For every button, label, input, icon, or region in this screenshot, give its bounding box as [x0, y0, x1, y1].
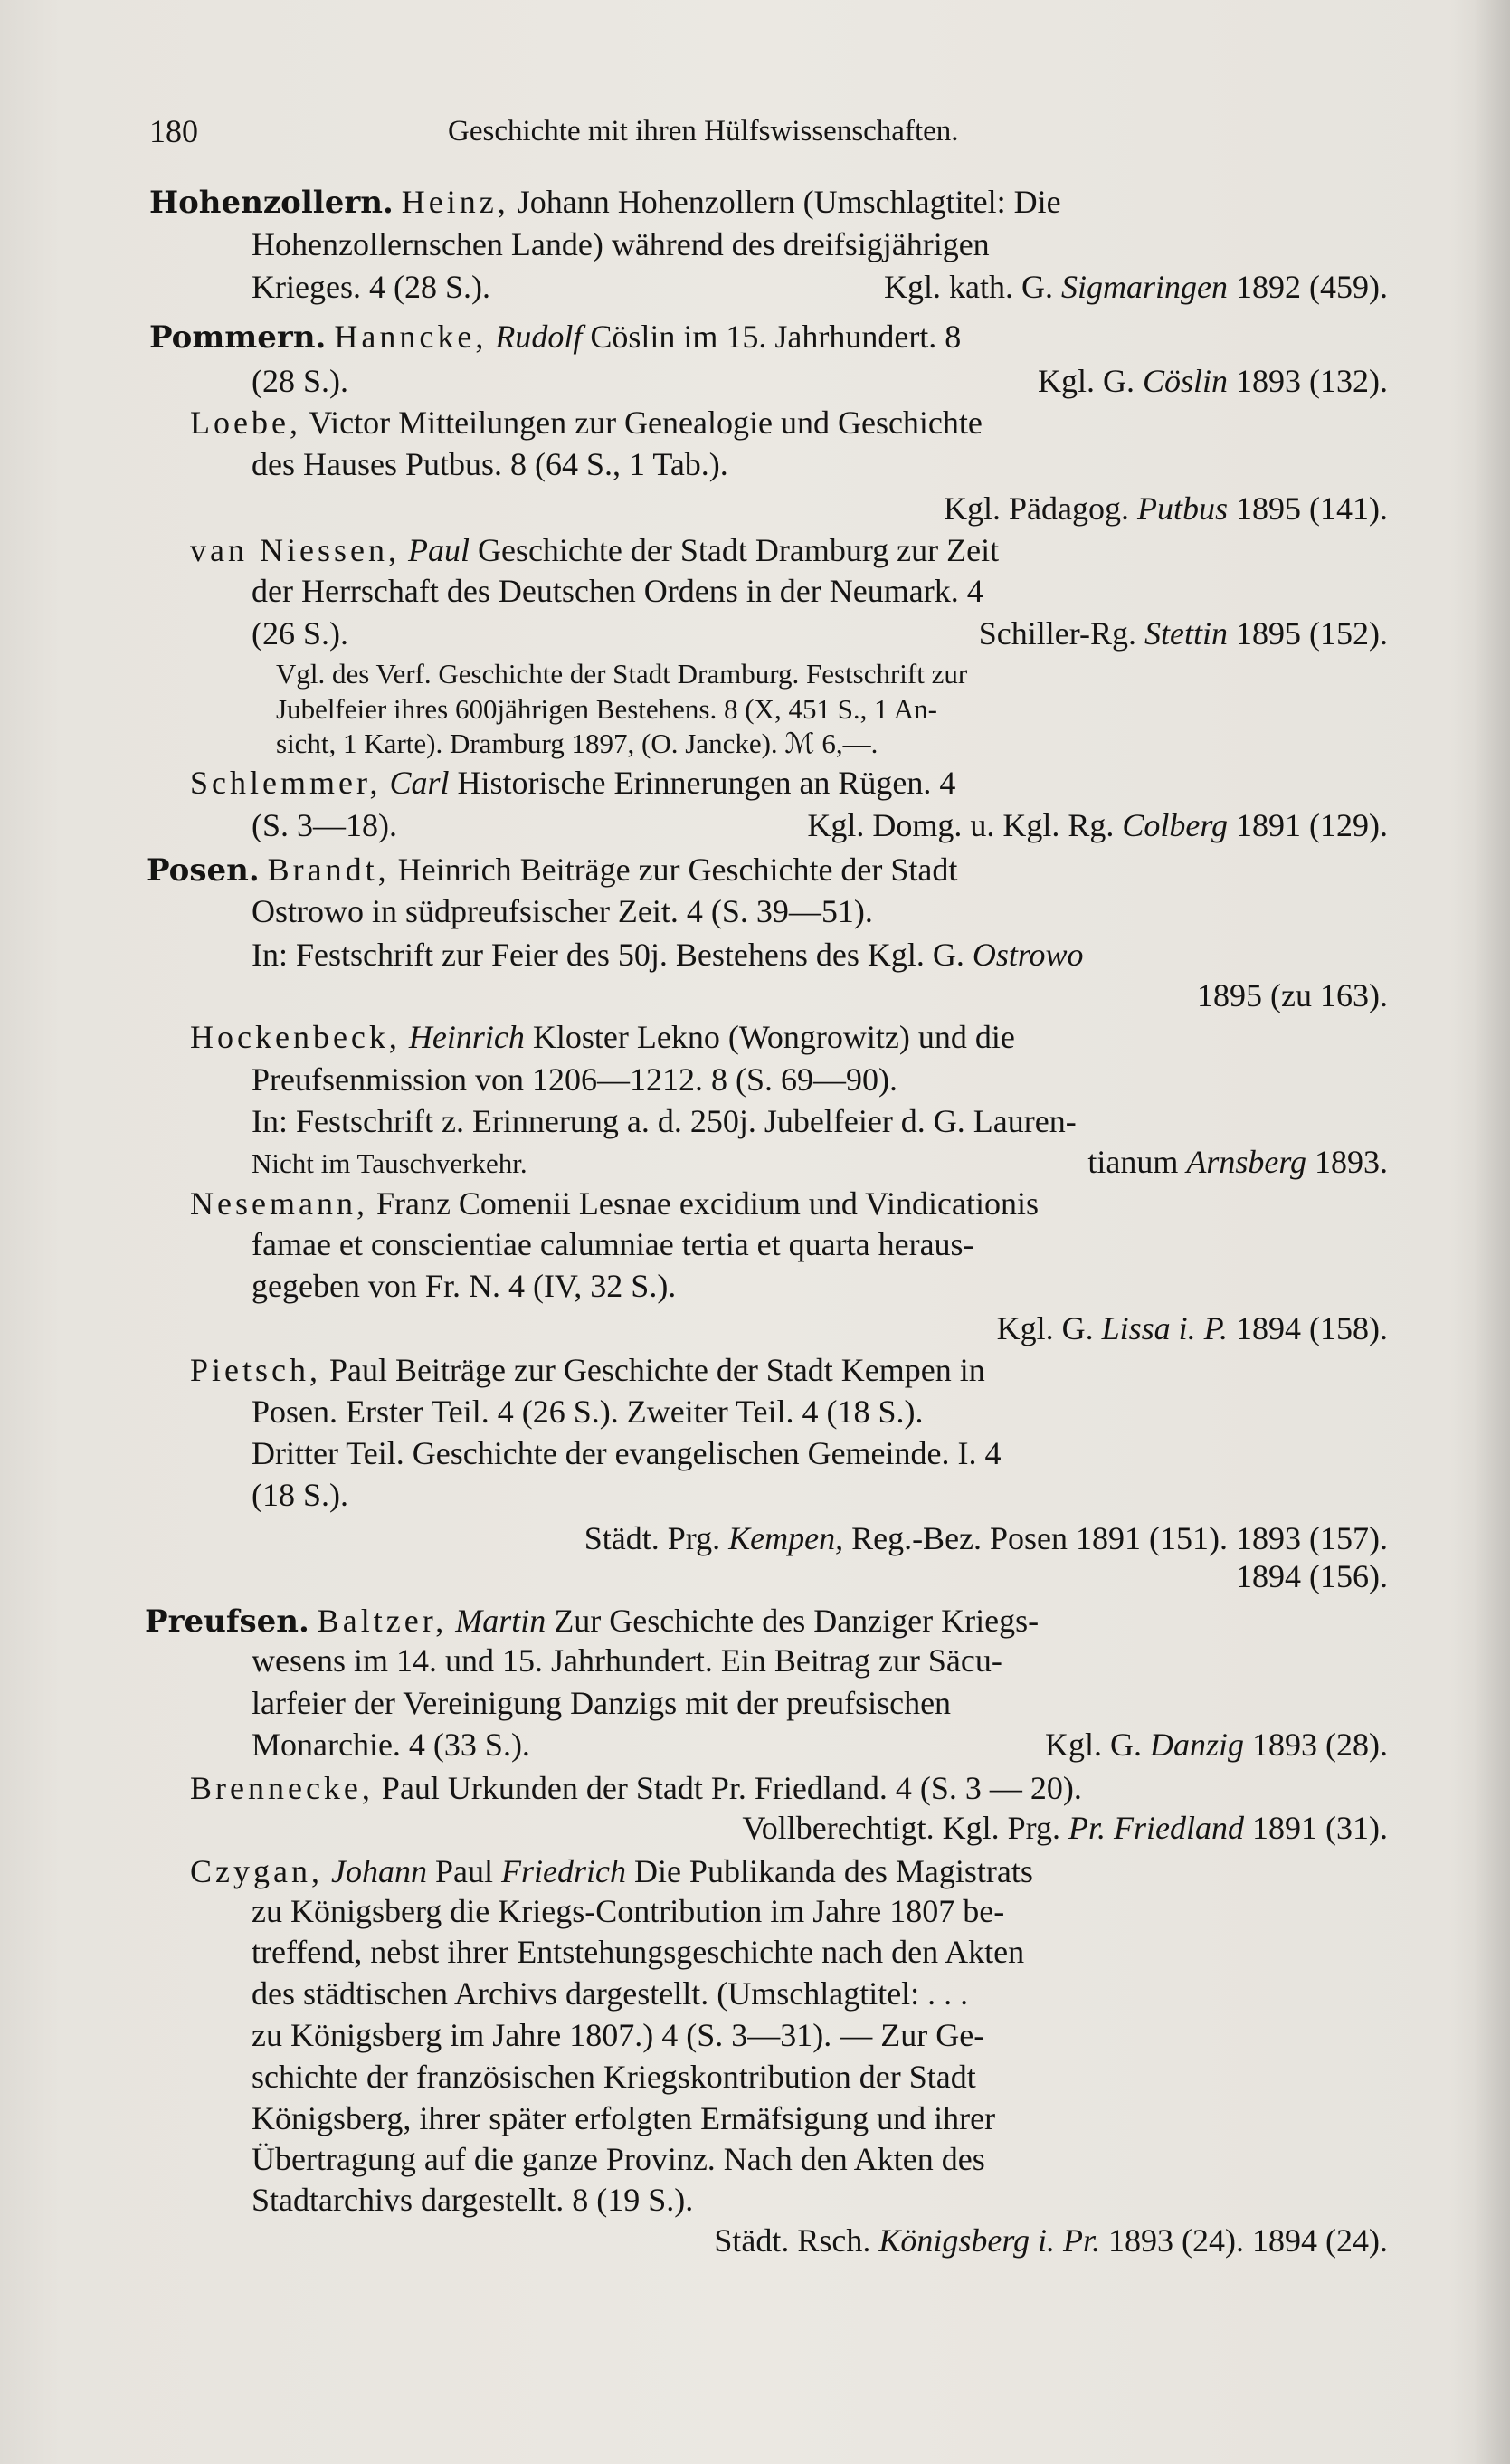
text-line — [0, 1849, 1510, 1894]
running-title: Geschichte mit ihren Hülfswissenschaften. — [448, 115, 959, 147]
text-line — [0, 1014, 1510, 1060]
section-heading: Hohenzollern. — [149, 185, 394, 221]
line-text — [252, 889, 873, 934]
author-name: Pietsch, — [190, 1352, 321, 1388]
text-segment: Kgl. G. — [1045, 1727, 1150, 1763]
text-segment: 1891 (31). — [1244, 1810, 1388, 1846]
text-segment: zu Königsberg im Jahre 1807.) 4 (S. 3—31). — Zur Ge- — [252, 2017, 985, 2053]
text-line — [0, 719, 1510, 765]
text-segment: Kloster Lekno (Wongrowitz) und die — [524, 1019, 1015, 1055]
line-text — [190, 400, 983, 445]
text-segment: Rudolf — [495, 319, 583, 355]
text-line — [0, 314, 1510, 359]
text-segment: Franz Comenii Lesnae excidium und Vindicationis — [367, 1185, 1039, 1222]
text-segment: 1892 (459). — [1228, 269, 1388, 305]
text-segment: Kgl. Pädagog. — [944, 490, 1137, 527]
text-segment: 1893 (24). 1894 (24). — [1100, 2222, 1388, 2259]
text-line — [0, 1139, 1510, 1184]
text-line — [0, 2218, 1510, 2263]
text-line — [0, 1263, 1510, 1308]
publication-info — [1197, 973, 1388, 1018]
text-segment: Heinrich — [408, 1019, 525, 1055]
text-segment: Krieges. 4 (28 S.). — [252, 269, 490, 305]
text-segment: schichte der französischen Kriegskontribution der Stadt — [252, 2059, 976, 2095]
text-line — [0, 2054, 1510, 2099]
text-line — [0, 803, 1510, 848]
text-line — [0, 1805, 1510, 1850]
publication-info — [1038, 358, 1388, 404]
author-name: Baltzer, — [317, 1603, 448, 1639]
text-segment: Colberg — [1122, 807, 1229, 843]
text-segment: Paul Urkunden der Stadt Pr. Friedland. 4 (S. 3 — 20). — [373, 1770, 1082, 1806]
text-segment: Victor Mitteilungen zur Genealogie und Geschichte — [300, 404, 983, 441]
text-segment — [382, 765, 390, 801]
line-text — [252, 2054, 976, 2099]
author-name: Brandt, — [267, 851, 390, 888]
line-text — [252, 1139, 527, 1186]
text-line — [0, 889, 1510, 934]
text-segment: 1895 (zu 163). — [1197, 977, 1388, 1013]
author-name: Nesemann, — [190, 1185, 368, 1222]
text-segment: Carl — [389, 765, 450, 801]
text-segment: Jubelfeier ihres 600jährigen Bestehens. 8 (X, 451 S., 1 An- — [276, 693, 937, 725]
line-text — [252, 1472, 348, 1517]
text-segment: 1894 (156). — [1236, 1558, 1388, 1594]
publication-info — [714, 2218, 1388, 2263]
text-segment: treffend, nebst ihrer Entstehungsgeschichte nach den Akten — [252, 1934, 1025, 1970]
text-segment — [487, 319, 495, 355]
text-line — [0, 847, 1510, 892]
text-line — [0, 973, 1510, 1018]
text-segment: Paul Beiträge zur Geschichte der Stadt Kempen in — [321, 1352, 985, 1388]
text-segment: Königsberg i. Pr. — [878, 2222, 1101, 2259]
text-line — [0, 568, 1510, 614]
text-segment: sicht, 1 Karte). Dramburg 1897, (O. Jancke). ℳ 6,—. — [276, 728, 878, 759]
text-line — [0, 1554, 1510, 1599]
text-segment: Königsberg, ihrer später erfolgten Ermäfsigung und ihrer — [252, 2100, 996, 2136]
text-line — [0, 2177, 1510, 2222]
text-line — [0, 442, 1510, 487]
text-segment: 1891 (129). — [1228, 807, 1388, 843]
text-segment: wesens im 14. und 15. Jahrhundert. Ein Beitrag zur Säcu- — [252, 1642, 1002, 1679]
text-segment: Stadtarchivs dargestellt. 8 (19 S.). — [252, 2182, 694, 2218]
publication-info — [1045, 1722, 1388, 1767]
author-name: Hanncke, — [334, 319, 488, 355]
publication-info — [997, 1306, 1388, 1351]
text-segment: (28 S.). — [252, 363, 348, 399]
text-line — [0, 1099, 1510, 1144]
line-text — [252, 1638, 1002, 1683]
text-segment — [309, 1603, 318, 1639]
text-line — [0, 1472, 1510, 1517]
text-segment: Danzig — [1150, 1727, 1245, 1763]
text-line — [0, 179, 1510, 224]
text-segment — [260, 851, 268, 888]
text-segment: Monarchie. 4 (33 S.). — [252, 1727, 530, 1763]
line-text — [252, 1057, 897, 1102]
text-segment: Nicht im Tauschverkehr. — [252, 1147, 527, 1179]
text-segment: Johann — [330, 1853, 427, 1889]
text-segment: Putbus — [1137, 490, 1229, 527]
line-text — [252, 442, 728, 487]
text-segment: Ostrowo — [972, 937, 1084, 973]
text-segment: Vgl. des Verf. Geschichte der Stadt Dramburg. Festschrift zur — [276, 658, 968, 690]
text-segment: Die Publikanda des Magistrats — [625, 1853, 1033, 1889]
text-segment: Cöslin — [1142, 363, 1229, 399]
text-segment: Übertragung auf die ganze Provinz. Nach den Akten des — [252, 2141, 985, 2177]
line-text — [149, 314, 961, 360]
line-text — [252, 1263, 676, 1308]
text-segment: Paul — [407, 532, 470, 568]
line-text — [147, 847, 957, 893]
line-text — [190, 1181, 1039, 1226]
publication-info — [807, 803, 1388, 848]
line-text — [252, 1929, 1024, 1974]
text-segment: Pr. Friedland — [1068, 1810, 1245, 1846]
section-heading: Preufsen. — [145, 1603, 309, 1640]
text-segment: (S. 3—18). — [252, 807, 397, 843]
text-segment: In: Festschrift zur Feier des 50j. Bestehens des Kgl. G. — [252, 937, 973, 973]
text-line — [0, 932, 1510, 977]
line-text — [190, 760, 955, 805]
line-text — [252, 1389, 924, 1434]
text-segment: Sigmaringen — [1061, 269, 1229, 305]
text-line — [0, 1306, 1510, 1351]
text-segment: Lissa i. P. — [1101, 1310, 1229, 1346]
text-line — [0, 760, 1510, 805]
line-text — [190, 1849, 1033, 1894]
text-segment: Hohenzollernschen Lande) während des dreifsigjährigen — [252, 226, 990, 262]
text-line — [0, 1638, 1510, 1683]
line-text — [190, 1765, 1082, 1811]
text-line — [0, 1347, 1510, 1393]
text-segment — [323, 1853, 331, 1889]
text-line — [0, 1181, 1510, 1226]
line-text — [252, 1971, 968, 2016]
text-line — [0, 1971, 1510, 2016]
line-text — [252, 568, 983, 614]
author-name: Brennecke, — [190, 1770, 374, 1806]
line-text — [252, 932, 1084, 977]
text-segment: larfeier der Vereinigung Danzigs mit der preufsischen — [252, 1685, 952, 1721]
line-text — [252, 1099, 1077, 1144]
text-segment: 1893 (132). — [1228, 363, 1388, 399]
text-segment: Martin — [455, 1603, 546, 1639]
text-segment: 1893. — [1306, 1144, 1388, 1180]
author-name: Czygan, — [190, 1853, 323, 1889]
text-segment: Ostrowo in südpreufsischer Zeit. 4 (S. 39—51). — [252, 893, 873, 929]
text-line — [0, 1722, 1510, 1767]
text-segment: Stettin — [1144, 615, 1229, 652]
line-text — [252, 1680, 951, 1726]
line-text — [252, 803, 397, 848]
text-segment: Geschichte der Stadt Dramburg zur Zeit — [469, 532, 1000, 568]
text-segment: 1894 (158). — [1228, 1310, 1388, 1346]
text-segment: Städt. Prg. — [584, 1520, 729, 1556]
text-segment: Kgl. G. — [996, 1310, 1102, 1346]
page-header — [0, 109, 1510, 154]
text-line — [0, 1057, 1510, 1102]
text-line — [0, 1598, 1510, 1643]
text-segment: Friedrich — [500, 1853, 626, 1889]
line-text — [252, 222, 990, 267]
text-segment: Dritter Teil. Geschichte der evangelischen Gemeinde. I. 4 — [252, 1435, 1002, 1471]
text-segment: Preufsenmission von 1206—1212. 8 (S. 69—90). — [252, 1061, 897, 1098]
text-segment: zu Königsberg die Kriegs-Contribution im Jahre 1807 be- — [252, 1893, 1005, 1929]
text-line — [0, 2096, 1510, 2141]
author-name: van Niessen, — [190, 532, 400, 568]
text-segment: Kgl. G. — [1037, 363, 1143, 399]
author-name: Hockenbeck, — [190, 1019, 401, 1055]
text-segment: Paul — [426, 1853, 501, 1889]
line-text — [252, 2136, 985, 2182]
text-segment: Reg.-Bez. Posen 1891 (151). 1893 (157). — [843, 1520, 1388, 1556]
publication-info — [944, 486, 1388, 531]
text-segment: Heinrich Beiträge zur Geschichte der Stadt — [389, 851, 958, 888]
text-segment: Kgl. Domg. u. Kgl. Rg. — [807, 807, 1123, 843]
publication-info — [1236, 1554, 1388, 1599]
text-segment: Schiller-Rg. — [978, 615, 1145, 652]
text-segment: Vollberechtigt. Kgl. Prg. — [742, 1810, 1069, 1846]
line-text — [252, 1431, 1002, 1476]
line-text — [252, 2177, 693, 2222]
text-line — [0, 2012, 1510, 2058]
line-text — [149, 179, 1061, 225]
text-segment: gegeben von Fr. N. 4 (IV, 32 S.). — [252, 1268, 677, 1304]
section-heading: Pommern. — [149, 319, 327, 356]
text-segment: Arnsberg — [1186, 1144, 1306, 1180]
text-segment: Städt. Rsch. — [714, 2222, 879, 2259]
text-segment: Historische Erinnerungen an Rügen. 4 — [449, 765, 956, 801]
text-line — [0, 528, 1510, 573]
text-line — [0, 2136, 1510, 2182]
text-line — [0, 1765, 1510, 1811]
text-segment — [401, 1019, 409, 1055]
text-segment: Johann Hohenzollern (Umschlagtitel: Die — [508, 184, 1061, 220]
line-text — [252, 1888, 1004, 1934]
text-segment: (26 S.). — [252, 615, 348, 652]
text-line — [0, 1389, 1510, 1434]
line-text — [252, 2012, 984, 2058]
text-line — [0, 264, 1510, 309]
text-segment: des Hauses Putbus. 8 (64 S., 1 Tab.). — [252, 446, 728, 482]
text-segment: der Herrschaft des Deutschen Ordens in der Neumark. 4 — [252, 573, 983, 609]
text-line — [0, 1929, 1510, 1974]
text-segment: Kgl. kath. G. — [884, 269, 1062, 305]
line-text — [252, 264, 490, 309]
line-text — [190, 528, 999, 573]
author-name: Loebe, — [190, 404, 301, 441]
text-line — [0, 1680, 1510, 1726]
text-segment: Posen. Erster Teil. 4 (26 S.). Zweiter Teil. 4 (18 S.). — [252, 1394, 924, 1430]
section-heading: Posen. — [147, 852, 260, 889]
text-segment: In: Festschrift z. Erinnerung a. d. 250j. Jubelfeier d. G. Lauren- — [252, 1103, 1077, 1139]
text-segment: Cöslin im 15. Jahrhundert. 8 — [582, 319, 962, 355]
line-text — [252, 1222, 974, 1267]
line-text — [252, 2096, 995, 2141]
line-text — [190, 1014, 1015, 1060]
text-line — [0, 358, 1510, 404]
text-line — [0, 1888, 1510, 1934]
text-line — [0, 1431, 1510, 1476]
text-segment: Kempen, — [728, 1520, 844, 1556]
author-name: Schlemmer, — [190, 765, 382, 801]
text-segment: 1893 (28). — [1244, 1727, 1388, 1763]
text-segment: des städtischen Archivs dargestellt. (Umschlagtitel: . . . — [252, 1975, 969, 2012]
text-segment: (18 S.). — [252, 1477, 348, 1513]
publication-info — [1087, 1139, 1388, 1184]
text-segment — [394, 184, 402, 220]
publication-info — [742, 1805, 1388, 1850]
text-line — [0, 1222, 1510, 1267]
text-segment: 1895 (141). — [1228, 490, 1388, 527]
page-number: 180 — [149, 113, 198, 149]
author-name: Heinz, — [401, 184, 509, 220]
text-segment: 1895 (152). — [1228, 615, 1388, 652]
text-segment — [447, 1603, 455, 1639]
text-segment: famae et conscientiae calumniae tertia et quarta heraus- — [252, 1226, 974, 1262]
text-segment: tianum — [1087, 1144, 1187, 1180]
text-line — [0, 400, 1510, 445]
text-line — [0, 222, 1510, 267]
text-segment: Zur Geschichte des Danziger Kriegs- — [546, 1603, 1040, 1639]
text-segment — [400, 532, 408, 568]
text-line — [0, 486, 1510, 531]
line-text — [190, 1347, 985, 1393]
line-text — [252, 1722, 530, 1767]
publication-info — [884, 264, 1388, 309]
line-text — [252, 358, 348, 404]
